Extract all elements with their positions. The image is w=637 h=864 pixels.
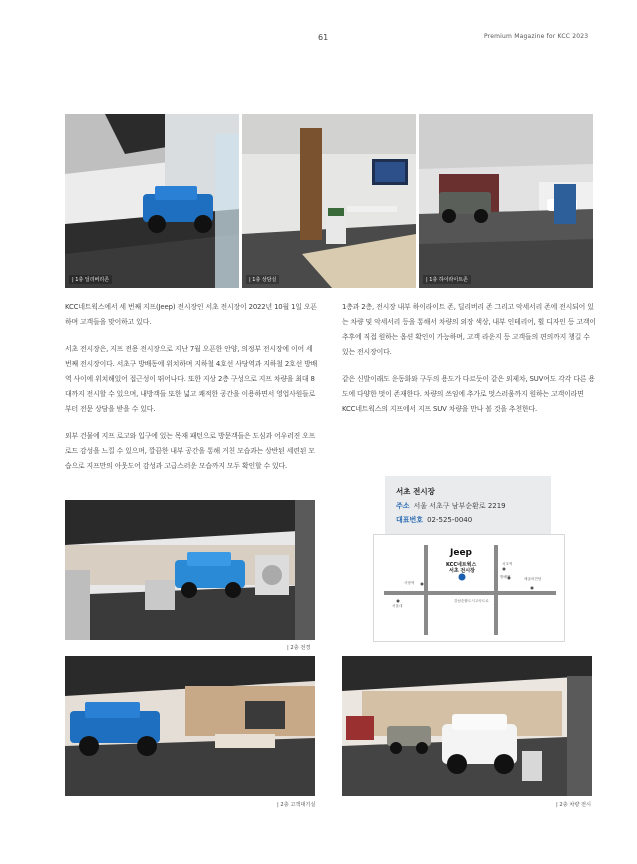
map-label-snu: 서울대 xyxy=(392,604,403,608)
display-illustration xyxy=(342,656,592,796)
photo-2f-overview xyxy=(65,500,315,640)
magazine-title: Premium Magazine for KCC 2023 xyxy=(484,33,589,40)
photo-delivery-zone xyxy=(65,114,239,288)
map-label-road: 강남순환도시고속도로 xyxy=(454,599,489,603)
body-right-column xyxy=(342,300,597,429)
overview-illustration xyxy=(65,500,315,640)
highlight-illustration xyxy=(419,114,593,288)
photo-caption: | 2층 고객대기실 xyxy=(277,802,316,808)
photo-caption: | 1층 딜리버리존 xyxy=(69,275,112,284)
body-left-column xyxy=(65,300,320,486)
map-label-bangbae: 방배역 xyxy=(500,575,511,579)
address-value: 서울 서초구 남부순환로 2219 xyxy=(413,502,506,510)
photo-consulting-room xyxy=(242,114,416,288)
paragraph: KCC네트웍스에서 세 번째 지프(Jeep) 전시장인 서초 전시장이 2022년 10월 1일 오픈하며 고객들을 맞이하고 있다. xyxy=(65,303,317,326)
photo-caption: | 1층 상담실 xyxy=(246,275,279,284)
showroom-marker xyxy=(459,574,466,581)
photo-caption: | 2층 차량 전시 xyxy=(556,802,592,808)
photo-2f-car-display xyxy=(342,656,592,796)
photo-caption: | 1층 하이라이트존 xyxy=(423,275,471,284)
address-row xyxy=(396,501,506,511)
map-label-seocho: 서초역 xyxy=(502,562,513,566)
map-name-1: KCC네트웍스 xyxy=(446,562,477,568)
photo-caption: | 2층 전경 xyxy=(287,645,311,651)
paragraph: 외부 건물에 지프 로고와 입구에 있는 목재 패턴으로 방문객들은 도심과 어우러진 오프로드 감성을 느낄 수 있으며, 깔끔한 내부 공간을 통해 거친 모습과는 상반된 세련된 모습으로 지프만의 아웃도어 감성과 고급스러운 모습까지 모두 확인할 수 있다. xyxy=(65,432,316,470)
showroom-illustration xyxy=(65,114,239,288)
phone-row xyxy=(396,515,472,525)
paragraph: 같은 신발이래도 운동화와 구두의 용도가 다르듯이 같은 외제차, SUV여도 각각 다른 용도에 다양한 멋이 존재한다. 차량의 쓰임에 추가로 멋스러움까지 원하는 고객이라면 KCC네트웍스의 지프에서 지프 SUV 차량을 만나 볼 것을 추천한다. xyxy=(342,375,595,413)
map-brand: Jeep xyxy=(450,548,472,558)
map-label-arts: 예술의전당 xyxy=(524,577,542,581)
page-number: 61 xyxy=(318,33,329,42)
photo-2f-lounge xyxy=(65,656,315,796)
consulting-illustration xyxy=(242,114,416,288)
showroom-info-box xyxy=(385,476,551,534)
location-map xyxy=(373,534,565,642)
phone-label: 대표번호 xyxy=(396,516,424,524)
paragraph: 서초 전시장은, 지프 전용 전시장으로 지난 7월 오픈한 안양, 의정부 전시장에 이어 세 번째 전시장이다. 서초구 방배동에 위치하며 지하철 4호선 사당역과 지하철 2호선 방배역 사이에 위치해있어 접근성이 뛰어나다. 또한 지상 2층 구성으로 지프 차량을 최대 8대까지 전시할 수 있으며, 내방객들 또한 넓고 쾌적한 공간을 이용하면서 영업사원들로부터 전문 상담을 받을 수 있다. xyxy=(65,345,318,413)
address-label: 주소 xyxy=(396,502,410,510)
paragraph: 1층과 2층, 전시장 내부 하이라이트 존, 딜리버리 존 그리고 악세서리 존에 전시되어 있는 차량 및 악세서리 등을 통해서 차량의 외장 색상, 내부 인테리어, 휠 디자인 등 고객이 추후에 직접 원하는 옵션 확인이 가능하며, 고객 라운지 등 고객들의 편의까지 챙길 수 있는 전시장이다. xyxy=(342,303,596,356)
phone-value: 02-525-0040 xyxy=(427,516,473,524)
map-name-2: 서초 전시장 xyxy=(449,568,475,574)
info-title: 서초 전시장 xyxy=(396,487,435,496)
photo-highlight-zone xyxy=(419,114,593,288)
lounge-illustration xyxy=(65,656,315,796)
map-label-sadang: 사당역 xyxy=(404,581,415,585)
